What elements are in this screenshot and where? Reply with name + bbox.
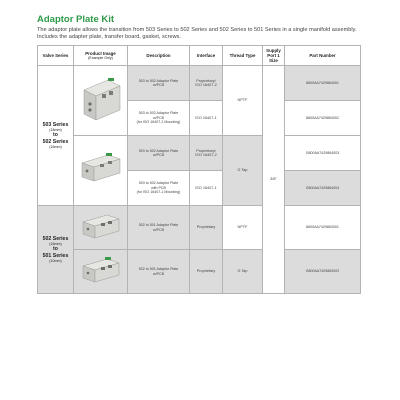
adaptor-plate-image [79, 254, 123, 290]
product-image-cell [74, 66, 128, 136]
thread-type-cell: G Tap [223, 250, 263, 294]
thread-type-cell: NPTF [223, 66, 263, 136]
interface-cell: ISO 16407-1 [190, 101, 223, 136]
description-cell: 503 to 502 Adaptor Plate with PCB (for ISO 16407-1 Mounting) [128, 171, 190, 206]
description-cell: 502 to 501 Adaptor Plate w/PCB [128, 206, 190, 250]
supply-port-cell: 3/8" [263, 66, 285, 294]
header-valve-series: Valve Series [38, 46, 74, 66]
description-cell: 503 to 502 Adaptor Plate w/PCB (for ISO 16407-1 Mounting) [128, 101, 190, 136]
description-cell: 503 to 502 Adaptor Plate w/PCB [128, 136, 190, 171]
product-image-cell [74, 250, 128, 294]
interface-cell: Proprietary/ ISO 16407-2 [190, 66, 223, 101]
header-part-number: Part Number [285, 46, 361, 66]
adaptor-plate-image [79, 210, 123, 246]
table-row [38, 250, 361, 294]
adaptor-plate-table [37, 45, 361, 294]
part-number-cell: 8600AA7429864002 [285, 101, 361, 136]
header-product-image-sub: (Example Only) [88, 55, 113, 60]
interface-cell: Proprietary [190, 250, 223, 294]
valve-series-502-501: 502 Series (16mm) to 501 Series (10mm) [38, 206, 74, 294]
product-image-cell [74, 136, 128, 206]
table-row [38, 136, 361, 171]
header-interface: Interface [190, 46, 223, 66]
table-row [38, 66, 361, 101]
interface-cell: Proprietary/ ISO 16407-2 [190, 136, 223, 171]
description-cell: 503 to 502 Adaptor Plate w/PCB [128, 66, 190, 101]
header-description: Description [128, 46, 190, 66]
part-number-cell: G800AA7429864004 [285, 171, 361, 206]
header-supply-port: Supply Port 1 Size [263, 46, 285, 66]
header-thread-type: Thread Type [223, 46, 263, 66]
header-product-image-label: Product Image [85, 50, 116, 56]
header-product-image [74, 46, 128, 66]
description-cell: 502 to 501 Adaptor Plate w/PCB [128, 250, 190, 294]
adaptor-plate-image [78, 72, 124, 130]
interface-cell: Proprietary [190, 206, 223, 250]
adaptor-plate-image [78, 149, 124, 193]
thread-type-cell: NPTF [223, 206, 263, 250]
part-number-cell: 8600AA7429863001 [285, 206, 361, 250]
product-image-cell [74, 206, 128, 250]
part-number-cell: G800AA7429863002 [285, 250, 361, 294]
kit-description: The adaptor plate allows the transition from 503 Series to 502 Series and 502 Series to 501 Series in a single manifold assembly. Includes the adapter plate, transfer board, gasket, screws. [37, 27, 357, 41]
page-title: Adaptor Plate Kit [37, 14, 115, 25]
thread-type-cell: G Tap [223, 136, 263, 206]
table-header-row [38, 46, 361, 66]
part-number-cell: 8600AA7429864001 [285, 66, 361, 101]
part-number-cell: G800AA7429864003 [285, 136, 361, 171]
table-row [38, 206, 361, 250]
valve-series-503-502: 503 Series (18mm) to 502 Series (16mm) [38, 66, 74, 206]
interface-cell: ISO 16407-1 [190, 171, 223, 206]
